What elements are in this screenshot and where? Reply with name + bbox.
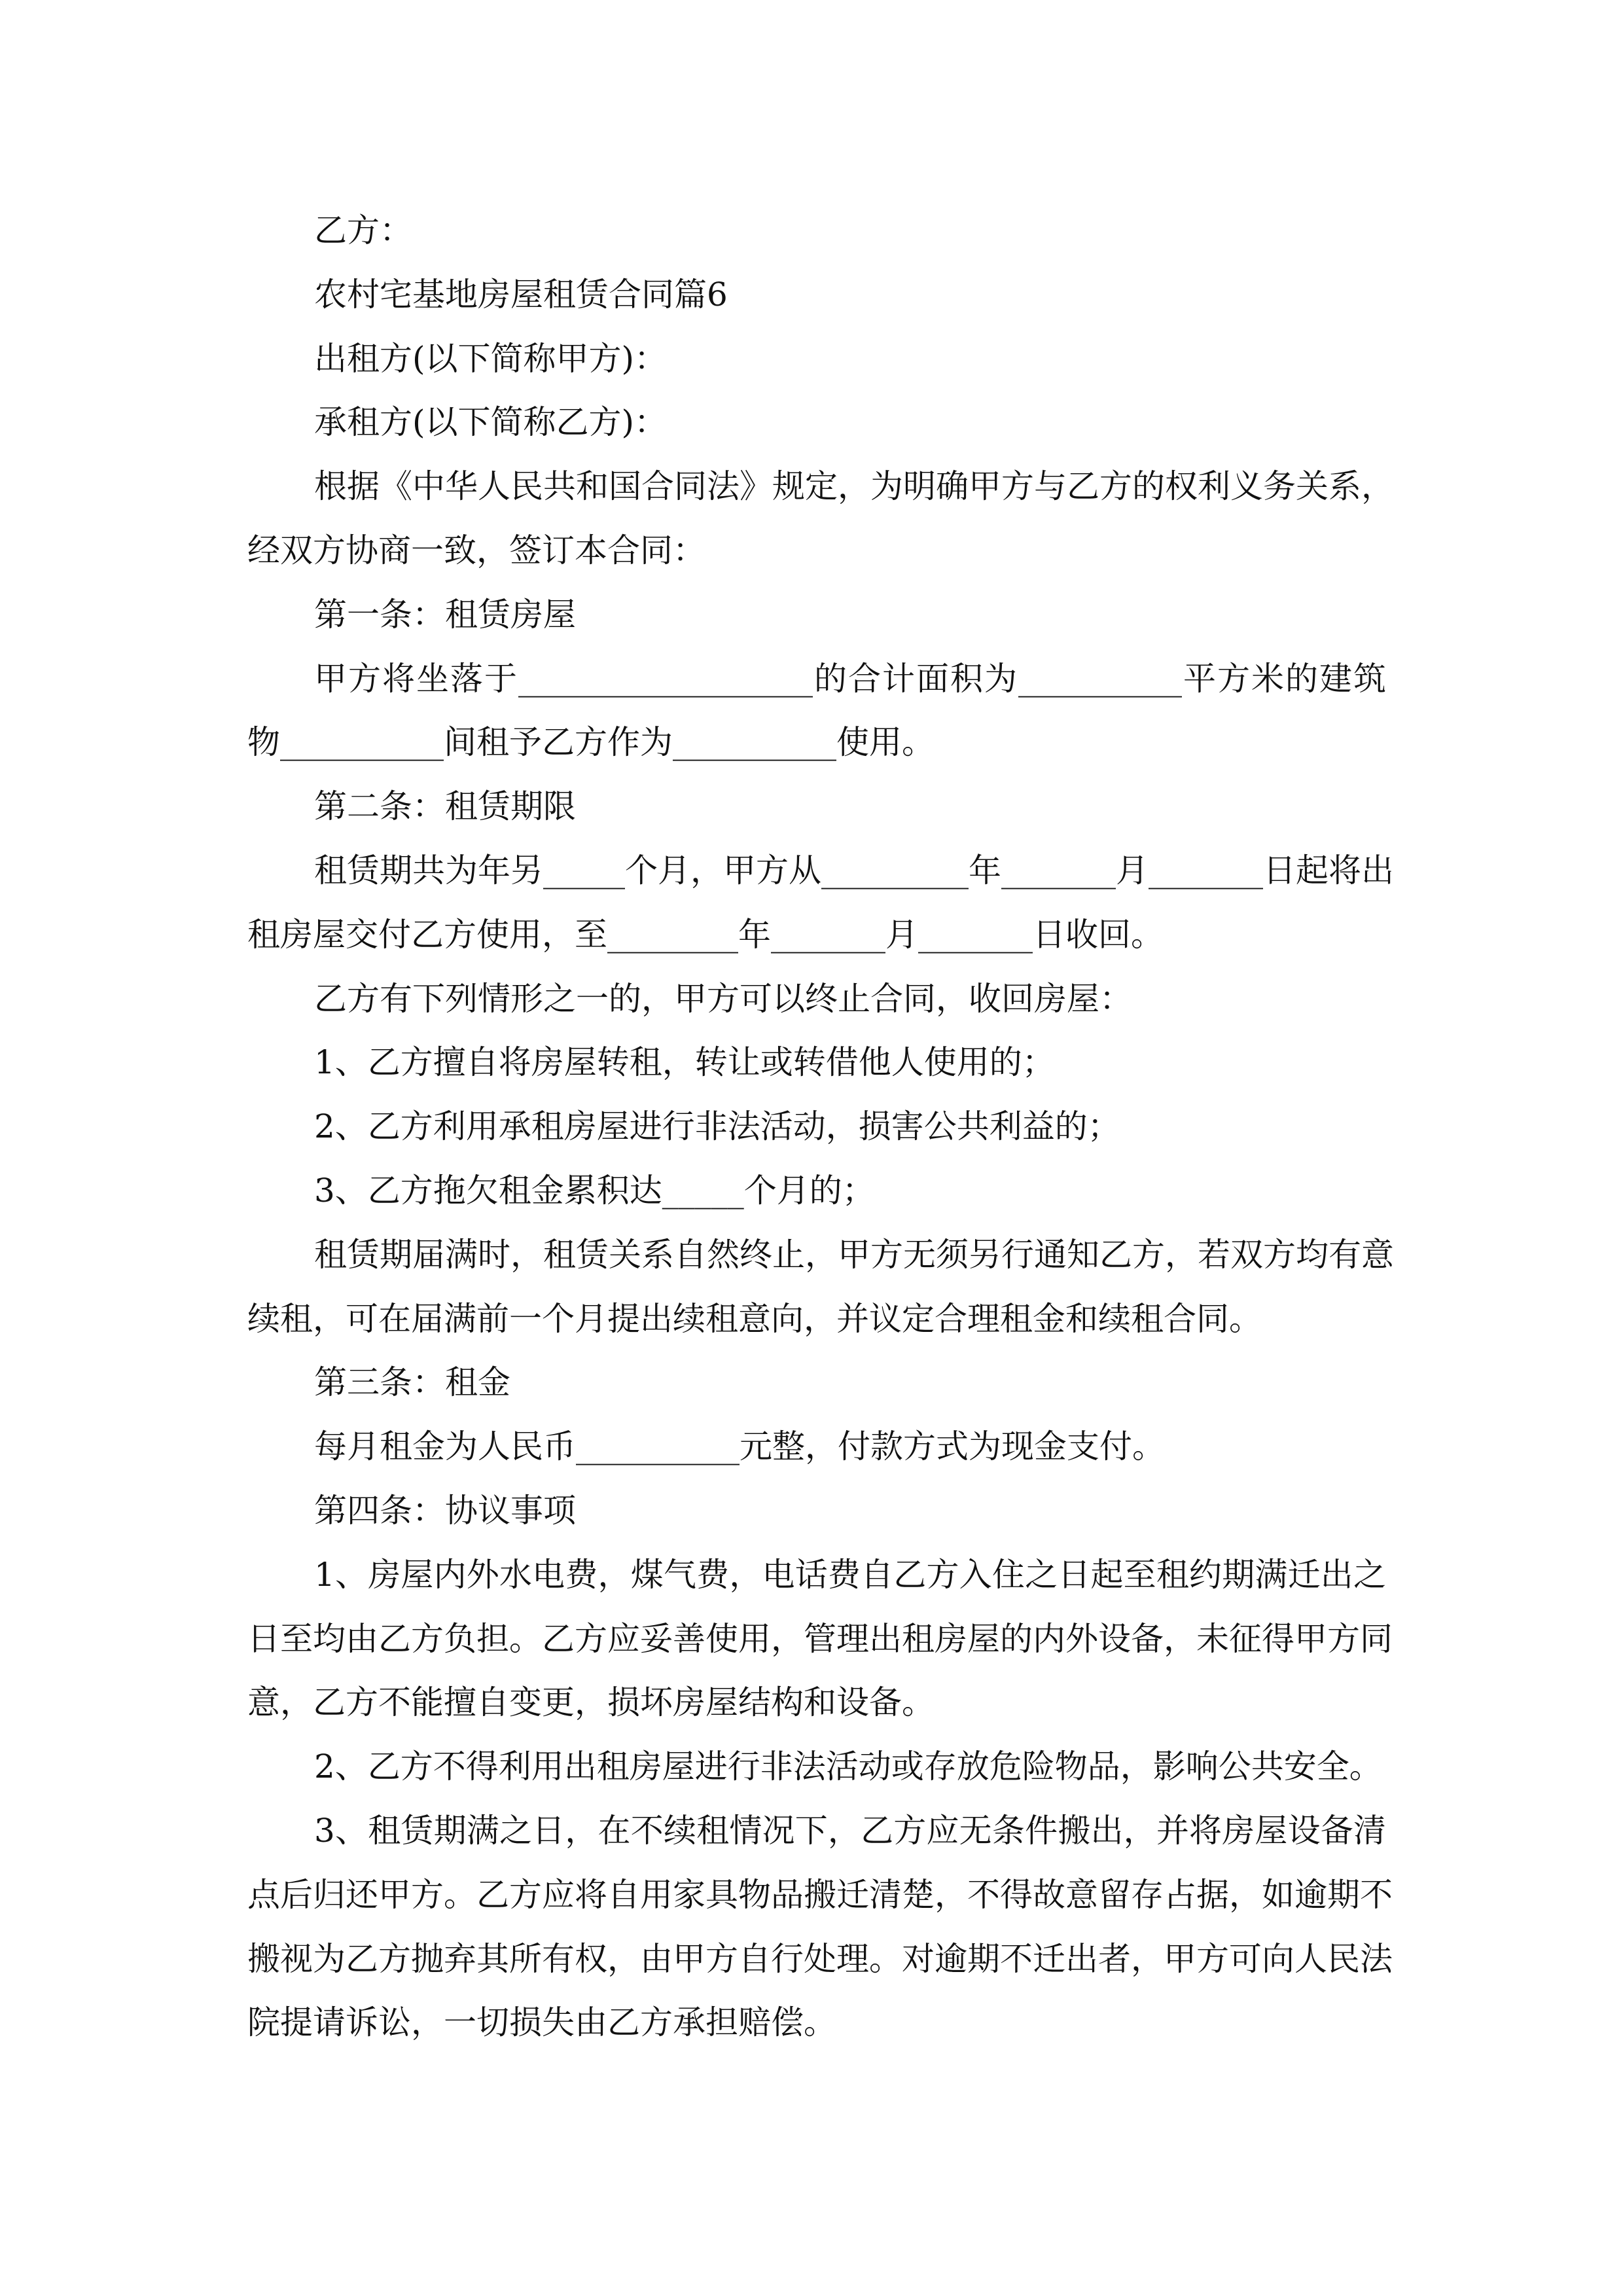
text-line: 第二条：租赁期限 <box>314 787 576 826</box>
paragraph <box>247 1159 1386 1223</box>
text-line: 点后归还甲方。乙方应将自用家具物品搬迁清楚，不得故意留存占据，如逾期不 <box>247 1875 1393 1914</box>
paragraph <box>247 583 1386 647</box>
paragraph <box>247 1223 1394 1352</box>
paragraph <box>247 1799 1393 2055</box>
paragraph <box>247 327 1386 391</box>
text-line: 经双方协商一致，签订本合同： <box>247 531 705 569</box>
paragraph <box>247 1095 1386 1159</box>
text-line: 承租方(以下简称乙方)： <box>314 403 668 442</box>
text-line: 甲方将坐落于__________________的合计面积为__________平方米的建筑 <box>314 659 1386 698</box>
text-line: 农村宅基地房屋租赁合同篇6 <box>314 275 728 314</box>
text-line: 3、乙方拖欠租金累积达_____个月的； <box>314 1171 875 1210</box>
text-line: 院提请诉讼，一切损失由乙方承担赔偿。 <box>247 2003 836 2042</box>
text-line: 乙方有下列情形之一的，甲方可以终止合同，收回房屋： <box>314 979 1132 1018</box>
text-line: 租房屋交付乙方使用，至________年_______月_______日收回。 <box>247 915 1164 954</box>
paragraph <box>247 647 1386 776</box>
paragraph <box>247 455 1394 583</box>
paragraph <box>247 967 1386 1031</box>
text-line: 租赁期共为年另_____个月，甲方从_________年_______月_______日起将出 <box>314 851 1394 889</box>
paragraph <box>247 1351 1386 1415</box>
paragraph <box>247 1735 1386 1799</box>
text-line: 3、租赁期满之日，在不续租情况下，乙方应无条件搬出，并将房屋设备清 <box>314 1811 1386 1850</box>
text-line: 根据《中华人民共和国合同法》规定，为明确甲方与乙方的权利义务关系， <box>314 467 1394 506</box>
paragraph <box>247 1543 1393 1735</box>
text-line: 1、乙方擅自将房屋转租，转让或转借他人使用的； <box>314 1043 1055 1082</box>
paragraph <box>247 391 1386 455</box>
text-line: 乙方： <box>314 211 412 249</box>
text-line: 第一条：租赁房屋 <box>314 595 576 634</box>
text-line: 租赁期届满时，租赁关系自然终止，甲方无须另行通知乙方，若双方均有意 <box>314 1235 1394 1274</box>
paragraph <box>247 1415 1386 1479</box>
text-line: 续租，可在届满前一个月提出续租意向，并议定合理租金和续租合同。 <box>247 1299 1262 1338</box>
document-page <box>247 199 1394 2055</box>
paragraph <box>247 1479 1386 1543</box>
text-line: 第三条：租金 <box>314 1363 510 1402</box>
paragraph <box>247 1031 1386 1095</box>
text-line: 2、乙方利用承租房屋进行非法活动，损害公共利益的； <box>314 1107 1120 1146</box>
paragraph <box>247 775 1386 839</box>
paragraph <box>247 199 1386 263</box>
text-line: 物__________间租予乙方作为__________使用。 <box>247 723 935 762</box>
text-line: 第四条：协议事项 <box>314 1491 576 1530</box>
text-line: 2、乙方不得利用出租房屋进行非法活动或存放危险物品，影响公共安全。 <box>314 1748 1382 1786</box>
paragraph <box>247 263 1386 327</box>
text-line: 每月租金为人民币__________元整，付款方式为现金支付。 <box>314 1427 1165 1466</box>
text-line: 意，乙方不能擅自变更，损坏房屋结构和设备。 <box>247 1683 935 1722</box>
text-line: 日至均由乙方负担。乙方应妥善使用，管理出租房屋的内外设备，未征得甲方同 <box>247 1619 1393 1658</box>
text-line: 1、房屋内外水电费，煤气费，电话费自乙方入住之日起至租约期满迁出之 <box>314 1555 1386 1594</box>
text-line: 出租方(以下简称甲方)： <box>314 339 668 378</box>
paragraph <box>247 839 1394 967</box>
text-line: 搬视为乙方抛弃其所有权，由甲方自行处理。对逾期不迁出者，甲方可向人民法 <box>247 1939 1393 1978</box>
